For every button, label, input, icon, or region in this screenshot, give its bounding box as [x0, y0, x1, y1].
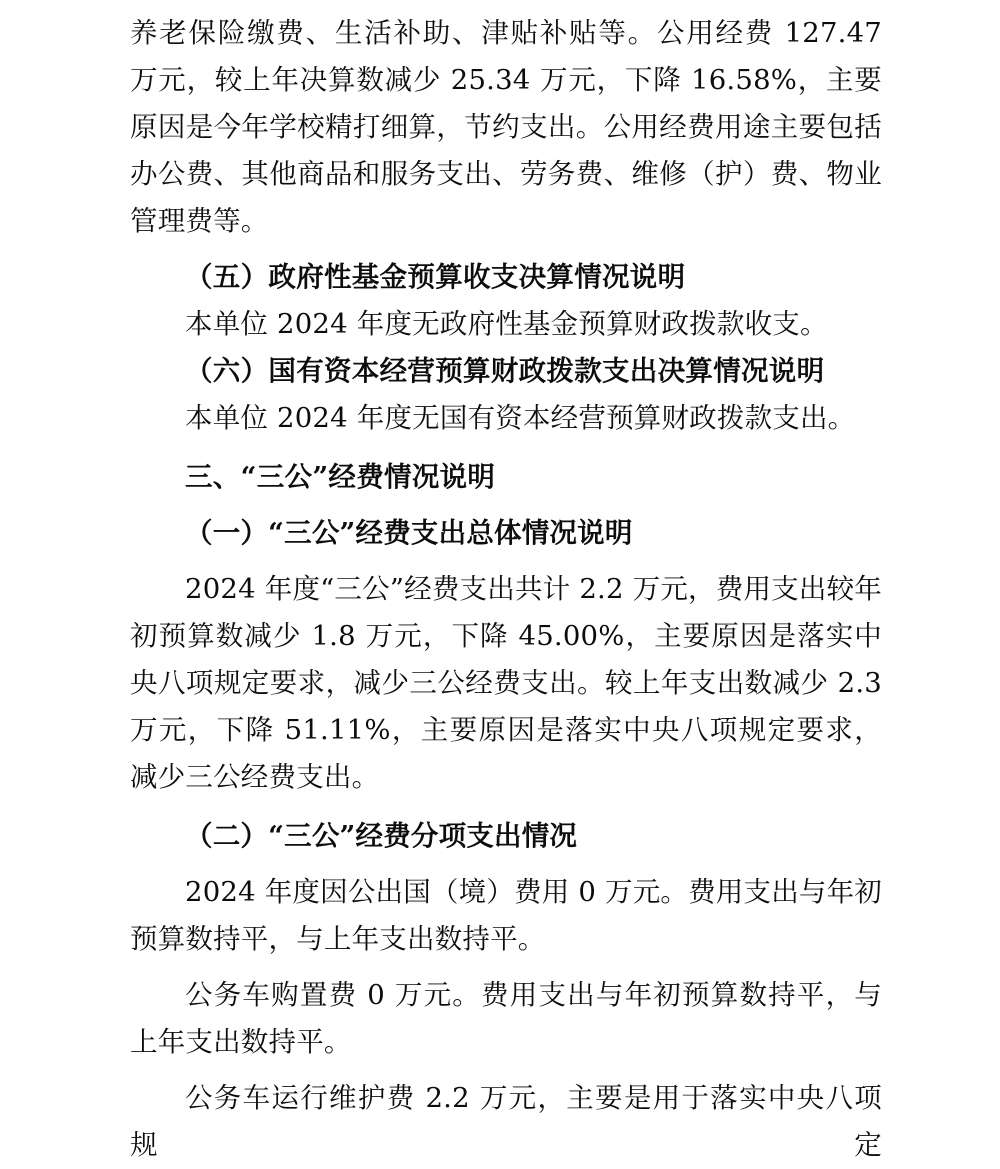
paragraph-public-funds-continued: 养老保险缴费、生活补助、津贴补贴等。公用经费 127.47 万元，较上年决算数减少 25.34 万元，下降 16.58%，主要原因是今年学校精打细算，节约支出。公用经费用途主要包括办公费、其他商品和服务支出、劳务费、维修（护）费、物业管理费等。: [130, 17, 882, 237]
heading-part-three: 三、“三公”经费情况说明: [185, 461, 496, 493]
spacer: [130, 557, 882, 566]
heading-section-six: （六）国有资本经营预算财政拨款支出决算情况说明: [185, 355, 825, 387]
paragraph-abroad-expense: 2024 年度因公出国（境）费用 0 万元。费用支出与年初预算数持平，与上年支出数持平。: [130, 876, 883, 955]
spacer: [130, 963, 882, 972]
spacer: [130, 245, 882, 254]
heading-part-three-two: （二）“三公”经费分项支出情况: [185, 820, 578, 852]
paragraph-vehicle-purchase: 公务车购置费 0 万元。费用支出与年初预算数持平，与上年支出数持平。: [130, 979, 882, 1058]
heading-part-three-one: （一）“三公”经费支出总体情况说明: [185, 517, 633, 549]
spacer: [130, 1066, 882, 1075]
paragraph-section-five-body: 本单位 2024 年度无政府性基金预算财政拨款收支。: [185, 308, 828, 340]
spacer: [130, 801, 882, 813]
paragraph-vehicle-maintenance: 公务车运行维护费 2.2 万元，主要是用于落实中央八项规定: [130, 1082, 882, 1161]
paragraph-section-six-body: 本单位 2024 年度无国有资本经营预算财政拨款支出。: [185, 402, 856, 434]
heading-section-five: （五）政府性基金预算收支决算情况说明: [185, 261, 686, 293]
spacer: [130, 442, 882, 454]
paragraph-part-three-one-body: 2024 年度“三公”经费支出共计 2.2 万元，费用支出较年初预算数减少 1.8 万元，下降 45.00%，主要原因是落实中央八项规定要求，减少三公经费支出。较上年支出数减少 2.3 万元，下降 51.11%，主要原因是落实中央八项规定要求，减少三公经费支出。: [130, 573, 882, 793]
spacer: [130, 501, 882, 510]
spacer: [130, 860, 882, 869]
